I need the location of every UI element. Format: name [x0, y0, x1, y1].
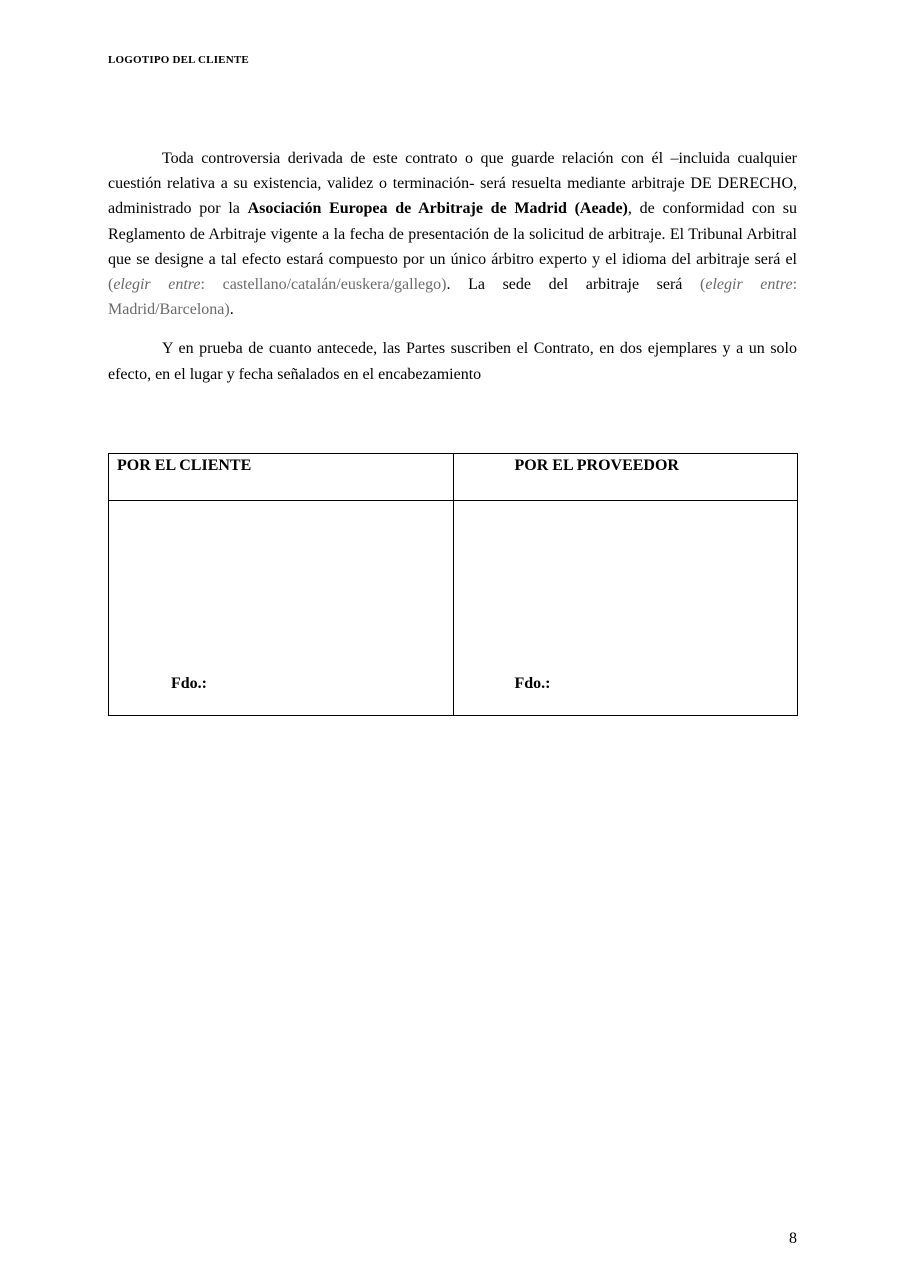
page-number: 8: [789, 1230, 797, 1247]
venue-choice-options: : Madrid/Barcelona): [108, 276, 798, 319]
arbitration-clause-paragraph: [108, 146, 797, 322]
arbitration-association-name: Asociación Europea de Arbitraje de Madrid (Aeade): [247, 200, 628, 218]
language-choice: [108, 276, 446, 293]
document-body: [108, 146, 797, 387]
provider-signature-label: Fdo.:: [514, 675, 551, 692]
signature-table: [108, 453, 798, 716]
language-choice-label: elegir entre: [113, 276, 201, 294]
venue-choice-label: elegir entre: [705, 276, 793, 294]
clause-text-part4: .: [229, 301, 234, 319]
closing-paragraph: Y en prueba de cuanto antecede, las Partes suscriben el Contrato, en dos ejemplares y a un solo efecto, en el lugar y fecha señalados en el encabezamiento: [108, 340, 797, 383]
client-signature-label: Fdo.:: [171, 675, 207, 692]
signature-table-header-row: [109, 454, 798, 501]
provider-signature-cell: [453, 501, 798, 716]
client-heading: POR EL CLIENTE: [109, 454, 454, 501]
venue-choice-open: (: [700, 276, 706, 294]
language-choice-open: (: [108, 276, 114, 294]
clause-text-part1: Toda controversia derivada de este contrato o que guarde relación con él –incluida cualquier cuestión relativa a su existencia, validez o terminación- será resuelta mediante arbitraje DE DERECHO, administrado por la: [108, 150, 797, 218]
provider-heading: POR EL PROVEEDOR: [453, 454, 798, 501]
clause-text-part2: , de conformidad con su Reglamento de Arbitraje vigente a la fecha de presentación de la solicitud de arbitraje. El Tribunal Arbitral que se designe a tal efecto estará compuesto por un único árbitro experto y el idioma del arbitraje será el: [108, 200, 797, 268]
language-choice-options: : castellano/catalán/euskera/gallego): [200, 276, 447, 294]
client-logo-placeholder: LOGOTIPO DEL CLIENTE: [108, 54, 249, 66]
signature-table-sign-row: [109, 501, 798, 716]
clause-text-part3: . La sede del arbitraje será: [446, 276, 701, 294]
client-signature-cell: [109, 501, 454, 716]
